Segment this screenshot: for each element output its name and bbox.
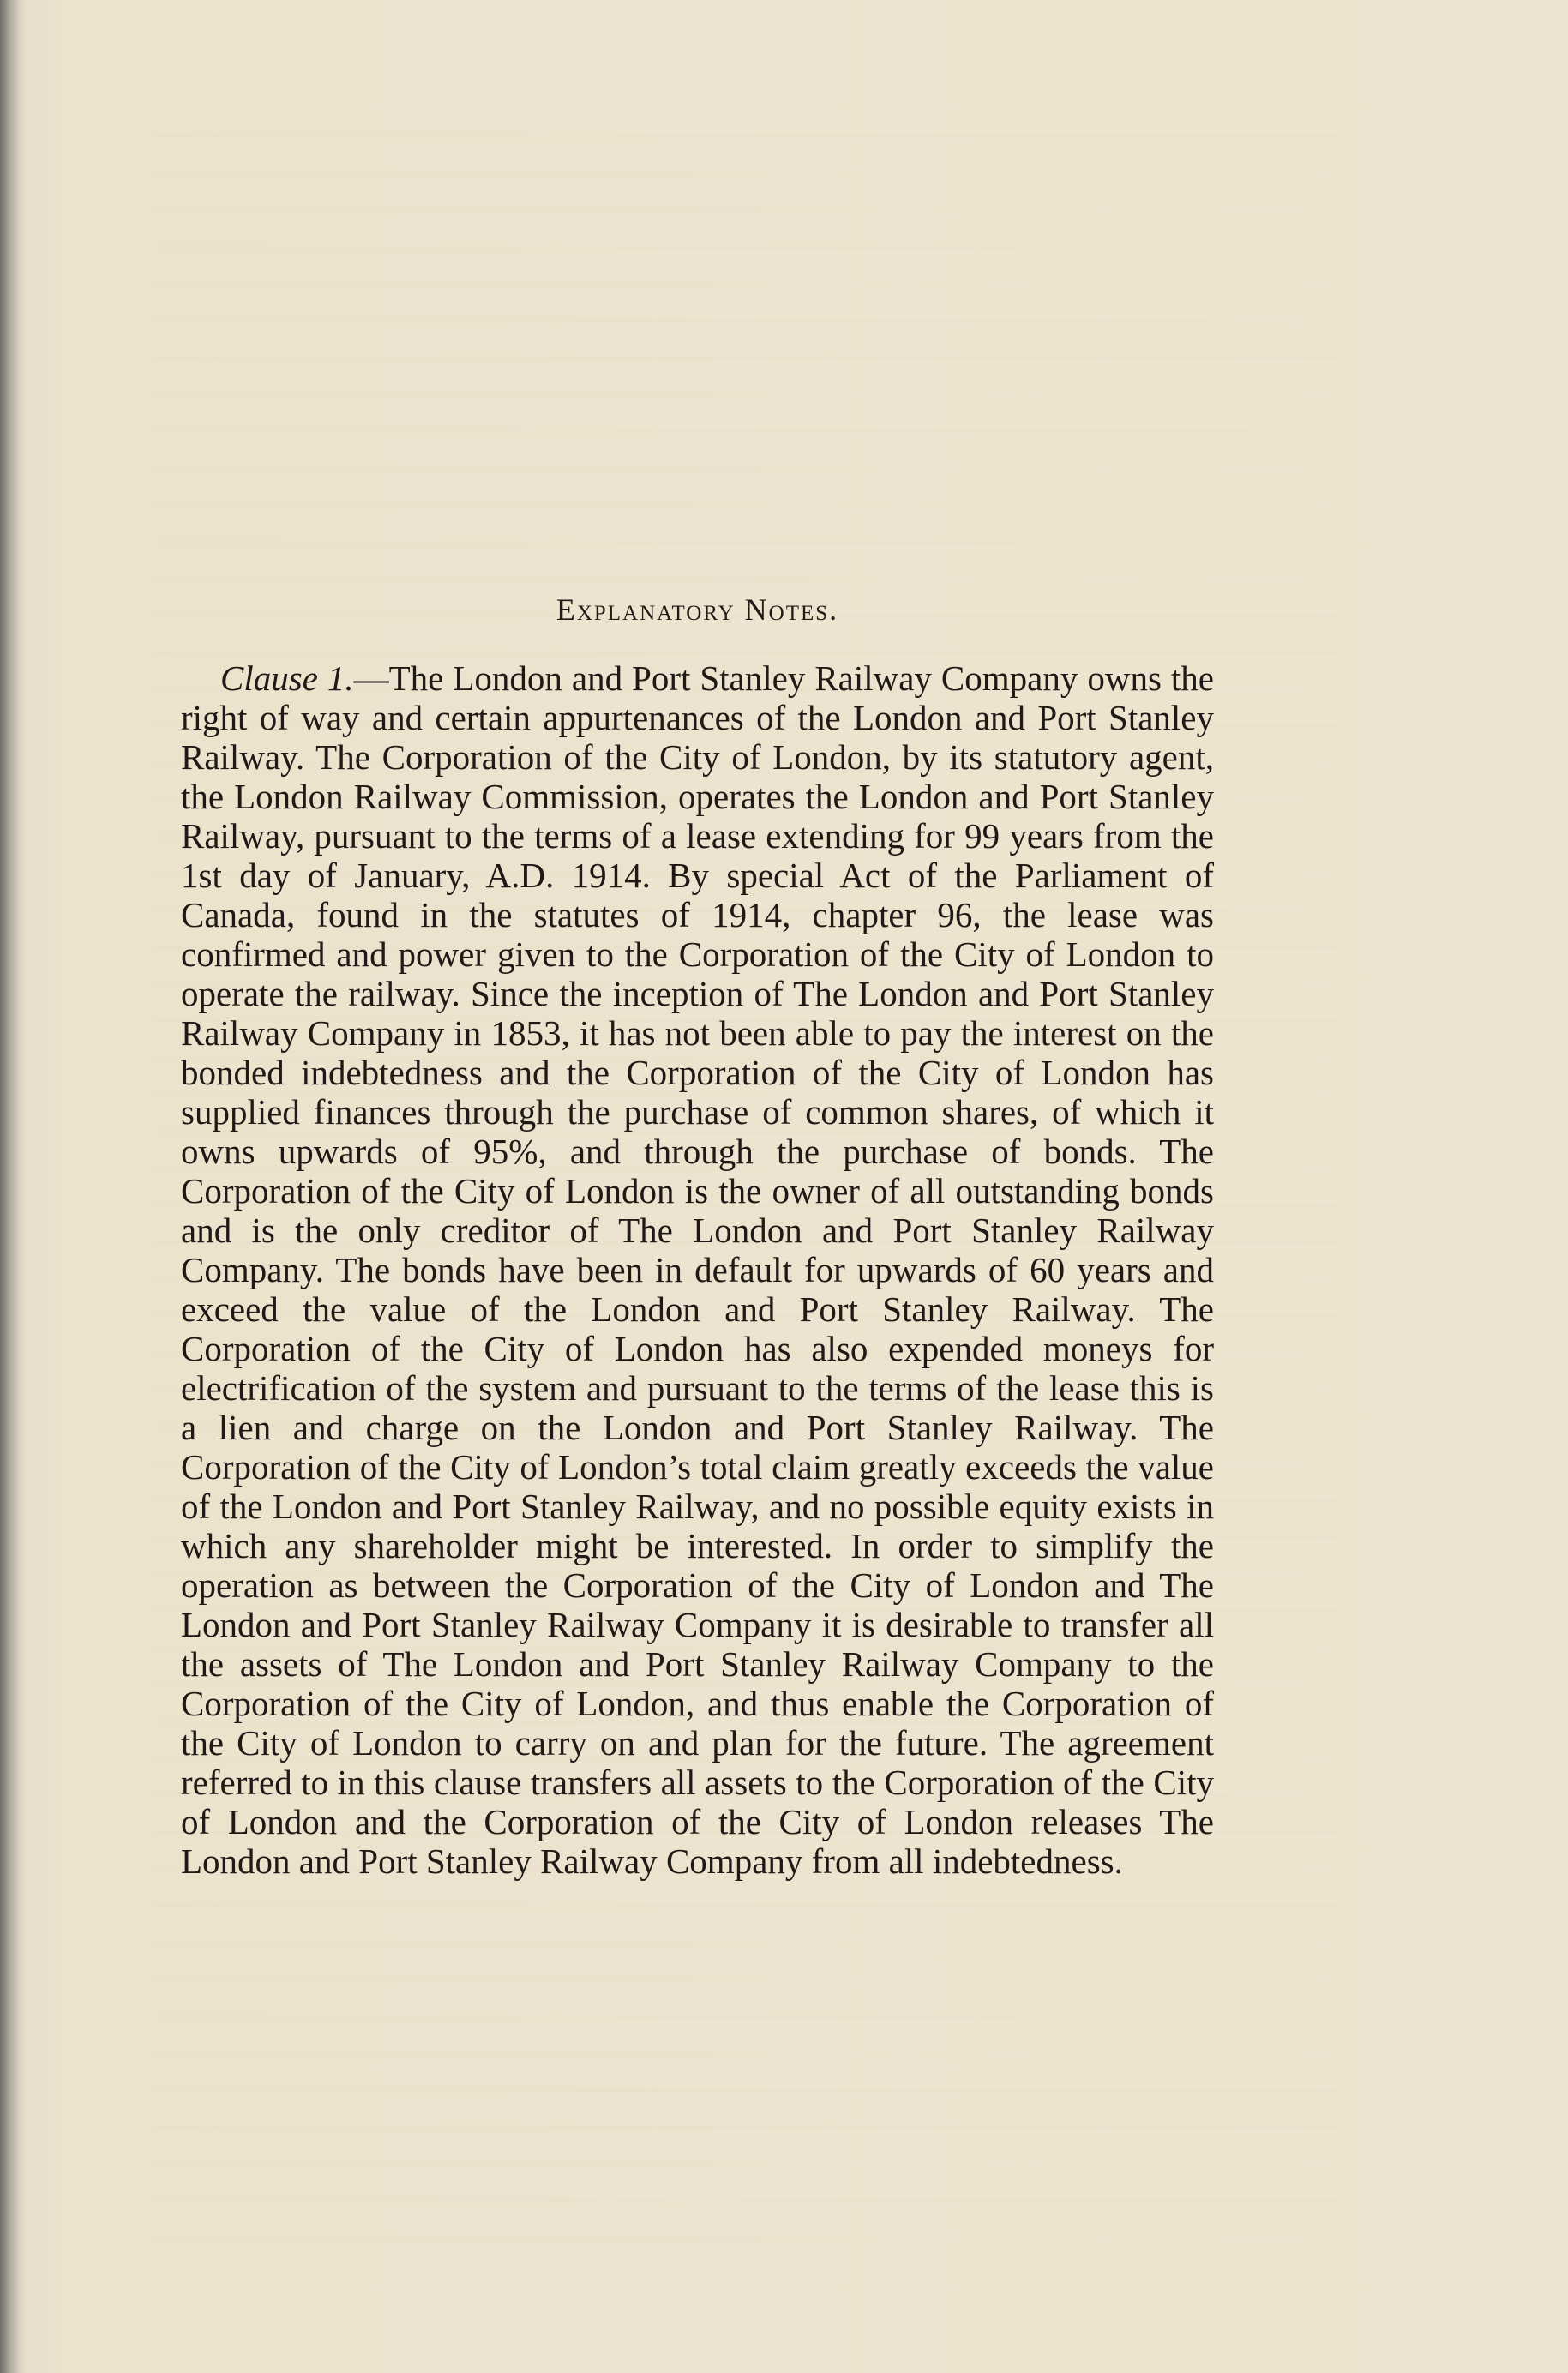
binding-edge <box>0 0 19 2373</box>
section-heading: Explanatory Notes. <box>556 592 839 627</box>
explanatory-notes-section <box>181 592 1214 1881</box>
clause-body-text: —The London and Port Stanley Railway Company owns the right of way and certain appurtenances of the London and Port Stanley Railway. The Corporation of the City of London, by its statutory agent, the London Railway Commission, operates the London and Port Stanley Railway, pursuant to the terms of a lease extending for 99 years from the 1st day of January, A.D. 1914. By special Act of the Parliament of Canada, found in the statutes of 1914, chapter 96, the lease was confirmed and power given to the Corporation of the City of London to operate the railway. Since the inception of The London and Port Stanley Railway Company in 1853, it has not been able to pay the interest on the bonded indebtedness and the Corporation of the City of London has supplied finances through the purchase of common shares, of which it owns upwards of 95%, and through the purchase of bonds. The Corporation of the City of London is the owner of all outstanding bonds and is the only creditor of The London and Port Stanley Railway Company. The bonds have been in default for upwards of 60 years and exceed the value of the London and Port Stanley Railway. The Corporation of the City of London has also expended moneys for electrification of the system and pursuant to the terms of the lease this is a lien and charge on the London and Port Stanley Railway. The Corporation of the City of London’s total claim greatly exceeds the value of the London and Port Stanley Railway, and no possible equity exists in which any shareholder might be interested. In order to simplify the operation as between the Corporation of the City of London and The London and Port Stanley Railway Company it is desirable to transfer all the assets of The London and Port Stanley Railway Company to the Corporation of the City of London, and thus enable the Corporation of the City of London to carry on and plan for the future. The agreement referred to in this clause transfers all assets to the Corporation of the City of London and the Corporation of the City of London releases The London and Port Stanley Railway Company from all indebtedness. <box>181 658 1214 1881</box>
clause-paragraph <box>181 658 1214 1881</box>
clause-label: Clause 1. <box>220 658 354 698</box>
